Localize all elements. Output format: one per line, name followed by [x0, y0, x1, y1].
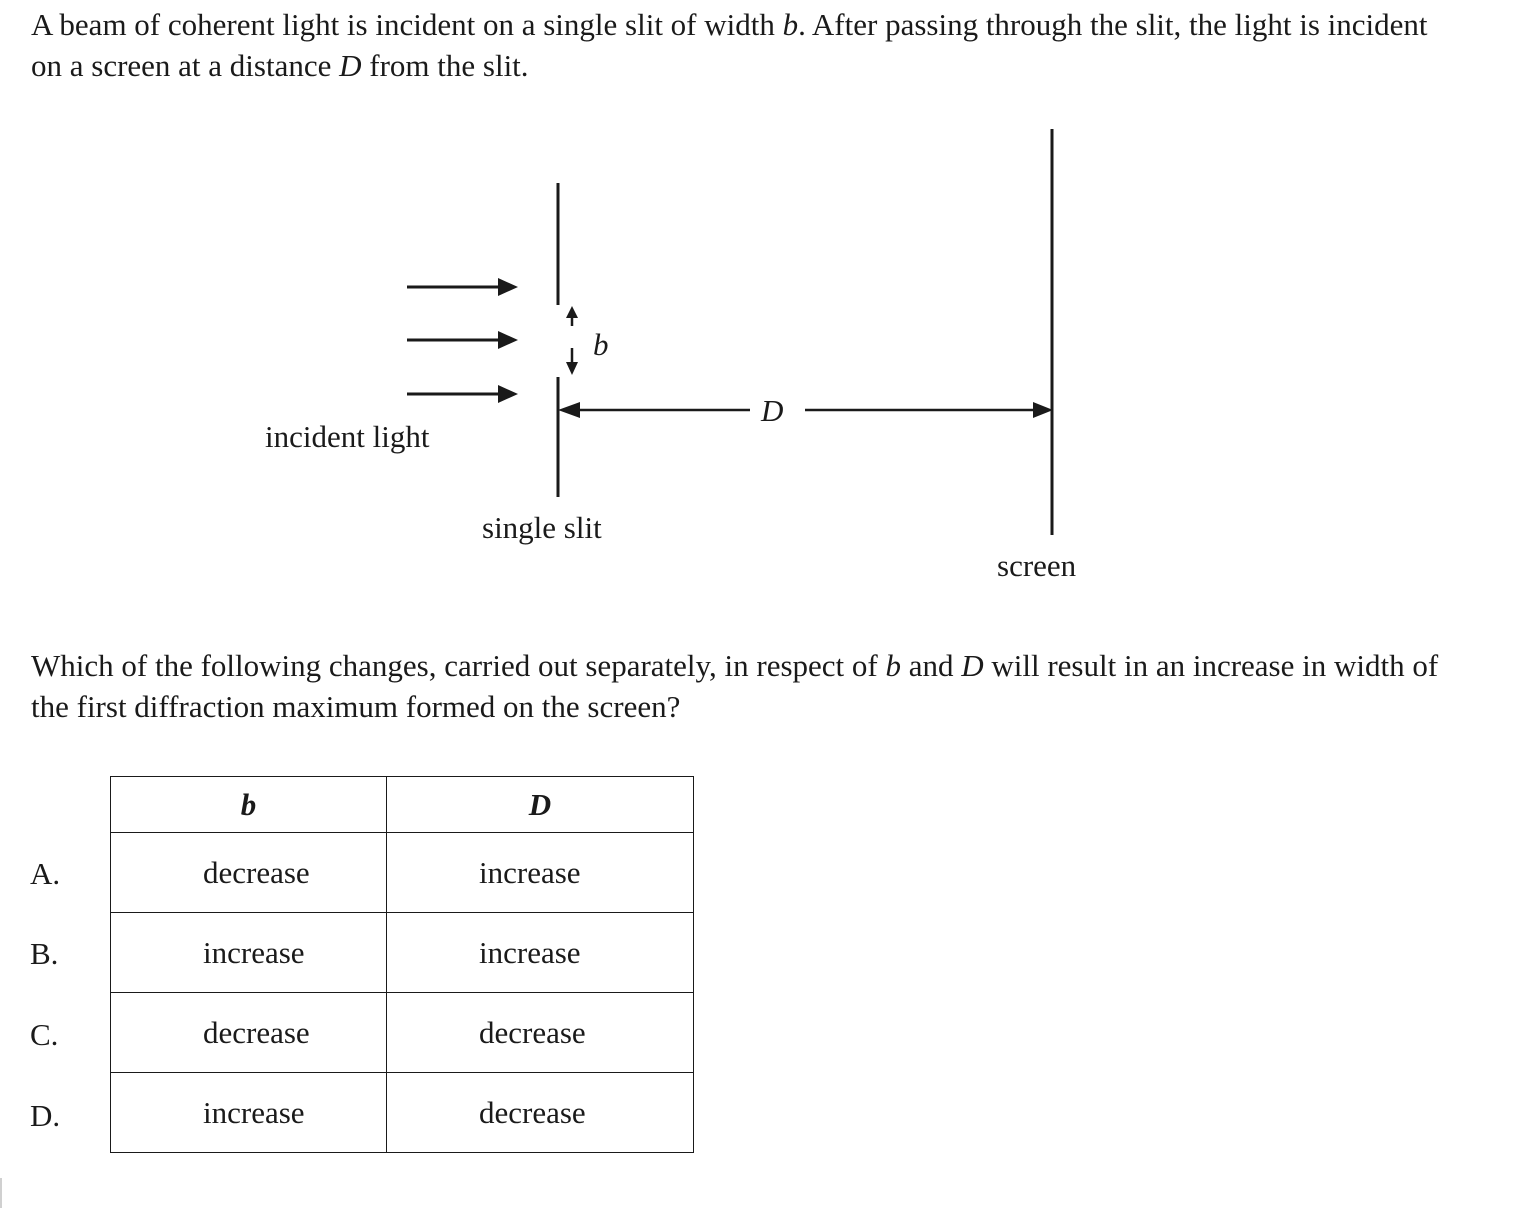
row-d-d-value: decrease — [387, 1073, 694, 1153]
option-letter-c[interactable]: C. — [30, 1017, 59, 1052]
option-letter-d[interactable]: D. — [30, 1098, 61, 1133]
row-b-b-value: increase — [111, 913, 387, 993]
distance-d-label: D — [761, 393, 784, 428]
row-a-b-value: decrease — [111, 833, 387, 913]
row-c-b-value: decrease — [111, 993, 387, 1073]
question-text-part2: and — [900, 648, 962, 683]
distance-d-arrow — [558, 402, 1053, 418]
intro-variable-b: b — [782, 7, 799, 42]
question-variable-d: D — [961, 648, 984, 683]
table-row[interactable] — [111, 833, 694, 913]
header-b: b — [111, 777, 387, 833]
table-row[interactable] — [111, 993, 694, 1073]
intro-variable-d: D — [339, 48, 362, 83]
single-slit-label: single slit — [482, 510, 602, 545]
table-row[interactable] — [111, 913, 694, 993]
intro-text-part2: . After passing through the slit, the light is incident on a screen at a distance — [31, 7, 1428, 83]
option-letter-a[interactable]: A. — [30, 856, 61, 891]
question-text — [31, 645, 1451, 727]
screen-label: screen — [997, 548, 1077, 583]
incident-light-label: incident light — [265, 419, 430, 454]
table-row[interactable] — [111, 1073, 694, 1153]
question-text-part1: Which of the following changes, carried out separately, in respect of — [31, 648, 886, 683]
options-table — [110, 776, 694, 1153]
intro-text-part3: from the slit. — [361, 48, 529, 83]
header-d: D — [387, 777, 694, 833]
intro-text-part1: A beam of coherent light is incident on a single slit of width — [31, 7, 783, 42]
question-text-part3: will result in an increase in width of the first diffraction maximum formed on the screen? — [31, 648, 1439, 724]
row-a-d-value: increase — [387, 833, 694, 913]
question-variable-b: b — [885, 648, 901, 683]
option-letter-b[interactable]: B. — [30, 936, 59, 971]
incident-light-arrows — [407, 278, 518, 403]
slit-width-arrows — [566, 306, 578, 375]
slit-width-label: b — [593, 327, 609, 362]
row-b-d-value: increase — [387, 913, 694, 993]
table-header-row — [111, 777, 694, 833]
page-edge-mark — [0, 1178, 2, 1208]
row-c-d-value: decrease — [387, 993, 694, 1073]
row-d-b-value: increase — [111, 1073, 387, 1153]
